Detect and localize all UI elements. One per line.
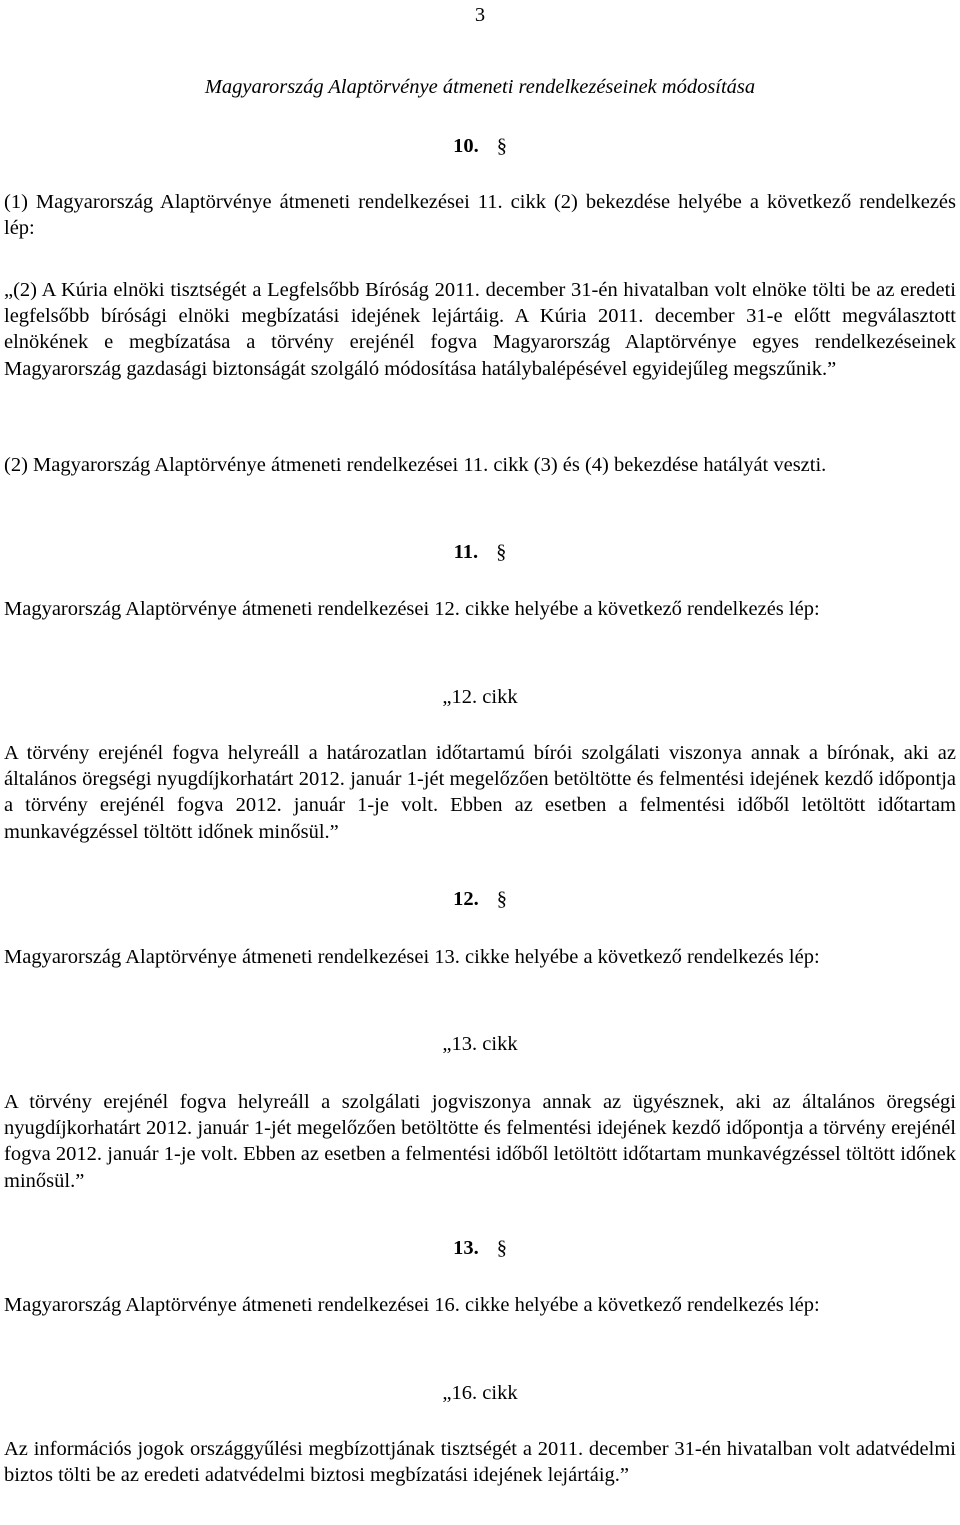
page-number: 3 [474, 4, 486, 26]
section-heading-11 [4, 539, 956, 565]
section-heading-12 [4, 886, 956, 912]
section-number: 12. [453, 888, 479, 910]
quoted-article-heading-13: „13. cikk [442, 1033, 518, 1055]
section-number: 10. [453, 135, 479, 157]
quoted-article-heading-12: „12. cikk [442, 686, 518, 708]
paragraph-13-body: Az információs jogok országgyűlési megbízottjának tisztségét a 2011. december 31-én hivatalban volt adatvédelmi biztos tölti be az eredeti adatvédelmi biztosi megbízatási idejének lejártáig.” [4, 1438, 956, 1487]
section-sign: § [496, 135, 507, 157]
paragraph-10-1: (1) Magyarország Alaptörvénye átmeneti rendelkezései 11. cikk (2) bekezdése helyébe a következő rendelkezés lép: [4, 191, 956, 240]
document-page [4, 0, 956, 1525]
section-sign: § [496, 1237, 507, 1259]
paragraph-13-intro: Magyarország Alaptörvénye átmeneti rendelkezései 16. cikke helyébe a következő rendelkezés lép: [4, 1294, 820, 1316]
paragraph-10-1-quote: „(2) A Kúria elnöki tisztségét a Legfelsőbb Bíróság 2011. december 31-én hivatalban volt elnöke tölti be az eredeti legfelsőbb bírósági elnöki megbízatási idejének lejártáig. A Kúria 2011. december 31-e előtt megválasztott elnökének e megbízatása a törvény erejénél fogva Magyarország Alaptörvénye egyes rendelkezéseinek Magyarország gazdasági biztonságát szolgáló módosítása hatálybalépésével egyidejűleg megszűnik.” [4, 279, 956, 380]
section-number: 13. [453, 1237, 479, 1259]
paragraph-11-intro: Magyarország Alaptörvénye átmeneti rendelkezései 12. cikke helyébe a következő rendelkezés lép: [4, 598, 820, 620]
document-title: Magyarország Alaptörvénye átmeneti rendelkezéseinek módosítása [204, 76, 756, 98]
quoted-article-heading-16: „16. cikk [442, 1382, 518, 1404]
section-sign: § [496, 541, 507, 563]
section-heading-10 [4, 133, 956, 159]
paragraph-12-body: A törvény erejénél fogva helyreáll a szolgálati jogviszonya annak az ügyésznek, aki az általános öregségi nyugdíjkorhatárt 2012. január 1-jét megelőzően betöltötte és felmentési idejének kezdő időpontja a törvény erejénél fogva 2012. január 1-je volt. Ebben az esetben a felmentési időből letöltött időtartam munkavégzéssel töltött időnek minősül.” [4, 1091, 956, 1192]
section-number: 11. [453, 541, 479, 563]
section-sign: § [496, 888, 507, 910]
paragraph-12-intro: Magyarország Alaptörvénye átmeneti rendelkezései 13. cikke helyébe a következő rendelkezés lép: [4, 946, 820, 968]
section-heading-13 [4, 1235, 956, 1261]
paragraph-10-2: (2) Magyarország Alaptörvénye átmeneti rendelkezései 11. cikk (3) és (4) bekezdése hatályát veszti. [4, 454, 827, 476]
paragraph-11-body: A törvény erejénél fogva helyreáll a határozatlan időtartamú bírói szolgálati viszonya annak a bírónak, aki az általános öregségi nyugdíjkorhatárt 2012. január 1-jét megelőzően betöltötte és felmentési idejének kezdő időpontja a törvény erejénél fogva 2012. január 1-je volt. Ebben az esetben a felmentési időből letöltött időtartam munkavégzéssel töltött időnek minősül.” [4, 742, 956, 843]
